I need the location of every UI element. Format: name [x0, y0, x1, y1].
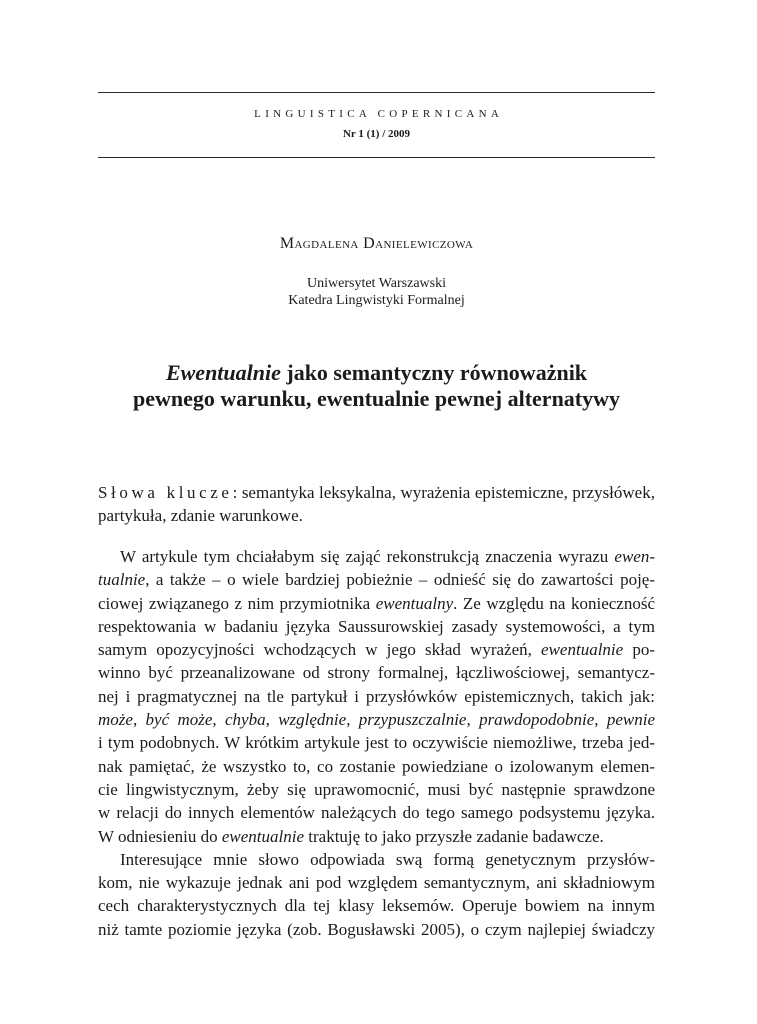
italic-term: być może: [145, 710, 213, 730]
body-line: [98, 592, 655, 615]
italic-term: ewentualnie: [221, 826, 305, 846]
italic-term: chyba: [225, 710, 266, 730]
text-segment: ciowej związanego z nim przymiotnika: [98, 593, 376, 613]
keywords-line: [98, 480, 655, 503]
italic-term: przypuszczalnie: [358, 710, 467, 730]
keywords: [98, 480, 655, 527]
article-title: [98, 360, 655, 411]
text-segment: ,: [132, 710, 146, 730]
text-segment: partykuła, zdanie warunkowe.: [98, 506, 303, 526]
italic-term: może: [98, 710, 133, 730]
text-segment: nej i pragmatycznej na tle partykuł i przysłówków epistemicznych, takich jak:: [98, 686, 655, 706]
body-line: [98, 661, 655, 684]
text-segment: respektowania w badaniu języka Saussurowskiej zasady systemowości, a tym: [98, 616, 655, 636]
text-segment: Interesujące mnie słowo odpowiada swą formą genetycznym przysłów-: [120, 849, 655, 869]
body-line: [98, 638, 655, 661]
body-line: [98, 918, 655, 941]
author-affiliation: [98, 275, 655, 309]
body-line: [98, 685, 655, 708]
body-line: [98, 755, 655, 778]
affiliation-university: Uniwersytet Warszawski: [307, 276, 446, 291]
text-segment: : semantyka leksykalna, wyrażenia epistemiczne, przysłówek,: [232, 483, 655, 502]
header-top-rule: [98, 92, 655, 93]
body-line: [98, 894, 655, 917]
text-segment: i tym podobnych. W krótkim artykule jest to oczywiście niemożliwe, trzeba jed-: [98, 733, 655, 753]
journal-name: LINGUISTICA COPERNICANA: [254, 108, 504, 120]
header-bottom-rule: [98, 157, 655, 158]
body-line: [98, 708, 655, 731]
author-name: Magdalena Danielewiczowa: [279, 235, 474, 252]
text-segment: samym opozycyjności wchodzących w jego skład wyrażeń,: [98, 640, 542, 660]
italic-term: ewentualny: [375, 593, 454, 613]
italic-term: ewen-: [614, 547, 655, 566]
text-segment: traktuję to jako przyszłe zadanie badawcze.: [304, 826, 604, 846]
text-segment: , a także – o wiele bardziej pobieżnie – odnieść się do zawartości poję-: [145, 570, 655, 590]
italic-term: Ewentualnie: [165, 360, 281, 385]
text-segment: cie lingwistycznym, żeby się uprawomocnić, musi być następnie sprawdzone: [98, 779, 655, 799]
keywords-label: Słowa klucze: [98, 483, 233, 502]
body-line: [98, 545, 655, 568]
text-segment: cech charakterystycznych dla tej klasy leksemów. Operuje bowiem na innym: [98, 896, 655, 916]
body-line: [98, 778, 655, 801]
text-segment: W odniesieniu do: [98, 826, 222, 846]
text-segment: ,: [466, 710, 480, 730]
body-line: [98, 615, 655, 638]
text-segment: pewnego warunku, ewentualnie pewnej alternatywy: [132, 385, 621, 411]
text-segment: W artykule tym chciałabym się zająć rekonstrukcją znaczenia wyrazu: [120, 547, 615, 566]
text-segment: w relacji do innych elementów należących do tego samego podsystemu języka.: [98, 803, 655, 823]
text-segment: niż tamte poziomie języka (zob. Bogusławski 2005), o czym najlepiej świadczy: [98, 919, 655, 939]
body-line: [98, 568, 655, 591]
title-line: [98, 360, 655, 386]
issue-number: Nr 1 (1) / 2009: [342, 128, 410, 140]
body-line: [98, 731, 655, 754]
italic-term: tualnie: [98, 570, 146, 590]
keywords-line: [98, 503, 655, 526]
italic-term: pewnie: [606, 710, 655, 730]
text-segment: ,: [265, 710, 279, 730]
text-segment: ,: [212, 710, 226, 730]
text-segment: jako semantyczny równoważnik: [280, 360, 588, 385]
text-segment: ,: [346, 710, 359, 730]
text-segment: . Ze względu na konieczność: [453, 593, 655, 613]
body-line: [98, 801, 655, 824]
italic-term: prawdopodobnie: [479, 710, 595, 730]
italic-term: względnie: [278, 710, 347, 730]
italic-term: ewentualnie: [541, 640, 624, 660]
text-segment: nak pamiętać, że wszystko to, co zostanie powiedziane o izolowanym elemen-: [98, 756, 655, 776]
article-body: [98, 545, 655, 941]
text-segment: ,: [594, 710, 607, 730]
text-segment: po-: [623, 640, 655, 660]
affiliation-department: Katedra Lingwistyki Formalnej: [288, 293, 465, 308]
body-line: [98, 871, 655, 894]
title-line: [98, 386, 655, 412]
body-line: [98, 848, 655, 871]
text-segment: kom, nie wykazuje jednak ani pod względem semantycznym, ani składniowym: [98, 873, 655, 893]
text-segment: winno być przeanalizowane od strony formalnej, łączliwościowej, semantycz-: [98, 663, 655, 683]
body-line: [98, 825, 655, 848]
